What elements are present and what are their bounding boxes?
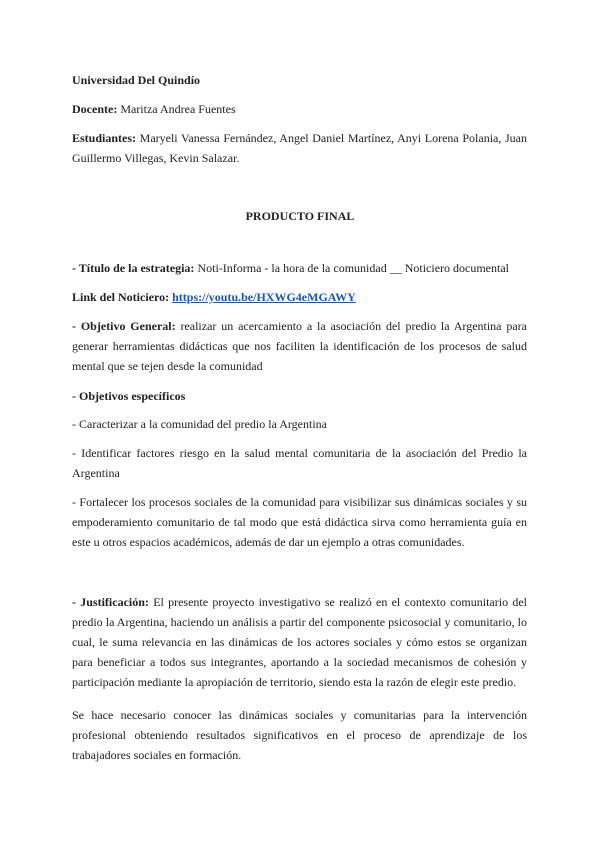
page-title: PRODUCTO FINAL bbox=[245, 209, 355, 223]
justification-text: El presente proyecto investigativo se realizó en el contexto comunitario del predio la Argentina, haciendo un análisis a partir del componente psicosocial y comunitario, lo cual, le suma relevancia en las dinámicas de los actores sociales y cómo estos se organizan para beneficiar a todos sus integrantes, aportando a la sociedad mecanismos de cohesión y participación mediante la apropiación de territorio, siendo esta la razón de elegir este predio. bbox=[72, 595, 527, 689]
strategy-label: - Título de la estrategia: bbox=[72, 261, 195, 275]
students-names: Maryeli Vanessa Fernández, Angel Daniel Martínez, Anyi Lorena Polania, Juan Guillermo Villegas, Kevin Salazar. bbox=[72, 131, 528, 165]
general-objective-text: realizar un acercamiento a la asociación del predio la Argentina para generar herramientas didácticas que nos faciliten la identificación de los procesos de salud mental que se tejen desde la comunidad bbox=[72, 319, 527, 373]
strategy-line bbox=[72, 258, 509, 278]
video-link[interactable]: https://youtu.be/HXWG4eMGAWY bbox=[172, 290, 356, 304]
link-line bbox=[72, 287, 356, 307]
specific-objective-item: - Identificar factores riesgo en la salud mental comunitaria de la asociación del Predio la Argentina bbox=[72, 446, 527, 480]
university-name: Universidad Del Quindío bbox=[72, 73, 201, 87]
general-objective-paragraph bbox=[72, 316, 527, 376]
justification-label: - Justificación: bbox=[72, 595, 149, 609]
general-objective-label: - Objetivo General: bbox=[72, 319, 176, 333]
strategy-value: Noti-Informa - la hora de la comunidad __ Noticiero documental bbox=[197, 261, 509, 275]
justification-paragraph-2: Se hace necesario conocer las dinámicas sociales y comunitarias para la intervención profesional obteniendo resultados significativos en el proceso de aprendizaje de los trabajadores sociales en formación. bbox=[72, 708, 527, 762]
specific-objective-item: - Fortalecer los procesos sociales de la comunidad para visibilizar sus dinámicas sociales y su empoderamiento comunitario de tal modo que está didáctica sirva como herramienta guía en este u otros espacios académicos, además de dar un ejemplo a otras comunidades. bbox=[72, 495, 527, 549]
link-label: Link del Noticiero: bbox=[72, 290, 170, 304]
specific-objectives-heading: - Objetivos específicos bbox=[72, 389, 186, 403]
students-label: Estudiantes: bbox=[72, 131, 137, 145]
teacher-line bbox=[72, 99, 236, 119]
students-paragraph bbox=[72, 128, 527, 168]
teacher-name: Maritza Andrea Fuentes bbox=[120, 102, 236, 116]
justification-paragraph bbox=[72, 592, 527, 692]
specific-objective-item: - Caracterizar a la comunidad del predio la Argentina bbox=[72, 417, 327, 431]
teacher-label: Docente: bbox=[72, 102, 118, 116]
